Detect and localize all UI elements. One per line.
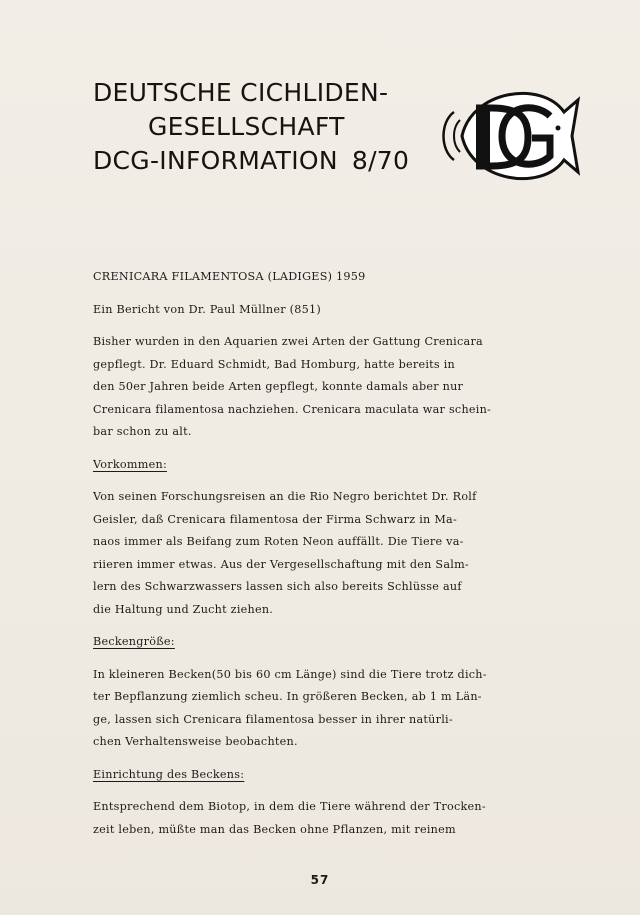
body-line: naos immer als Beifang zum Roten Neon auffällt. Die Tiere va- <box>93 535 464 548</box>
article-title: CRENICARA FILAMENTOSA (LADIGES) 1959 <box>93 270 366 283</box>
page-number: 57 <box>310 873 330 887</box>
body-line: den 50er Jahren beide Arten gepflegt, konnte damals aber nur <box>93 380 464 393</box>
body-line: ter Bepflanzung ziemlich scheu. In größeren Becken, ab 1 m Län- <box>93 690 482 703</box>
issue-number: 8/70 <box>351 146 410 175</box>
article-byline: Ein Bericht von Dr. Paul Müllner (851) <box>93 302 321 316</box>
header-line-2: GESELLSCHAFT <box>148 112 345 141</box>
body-line: ge, lassen sich Crenicara filamentosa besser in ihrer natürli- <box>93 712 453 726</box>
body-line: Bisher wurden in den Aquarien zwei Arten der Gattung Crenicara <box>93 335 483 348</box>
body-line: lern des Schwarzwassers lassen sich also bereits Schlüsse auf <box>93 580 462 593</box>
section-heading: Beckengröße: <box>93 635 175 648</box>
body-line: riieren immer etwas. Aus der Vergesellschaftung mit den Salm- <box>93 557 469 571</box>
body-line: Crenicara filamentosa nachziehen. Crenicara maculata war schein- <box>93 402 492 416</box>
body-line: Entsprechend dem Biotop, in dem die Tiere während der Trocken- <box>93 800 486 813</box>
section-heading: Einrichtung des Beckens: <box>93 767 245 781</box>
body-line: bar schon zu alt. <box>93 425 192 438</box>
body-line: chen Verhaltensweise beobachten. <box>93 735 298 748</box>
header-title: DCG-INFORMATION <box>93 146 338 175</box>
article-body <box>93 266 555 841</box>
fish-logo-icon <box>432 72 580 200</box>
header-line-3 <box>93 144 409 178</box>
body-line: Von seinen Forschungsreisen an die Rio Negro berichtet Dr. Rolf <box>93 490 477 503</box>
journal-header <box>93 76 409 178</box>
logo-letters: DCG <box>505 196 509 197</box>
body-line: die Haltung und Zucht ziehen. <box>93 602 274 616</box>
body-line: In kleineren Becken(50 bis 60 cm Länge) sind die Tiere trotz dich- <box>93 667 487 681</box>
body-line: zeit leben, müßte man das Becken ohne Pflanzen, mit reinem <box>93 822 456 836</box>
section-heading: Vorkommen: <box>93 457 167 471</box>
body-line: gepflegt. Dr. Eduard Schmidt, Bad Homburg, hatte bereits in <box>93 357 456 371</box>
body-line: Geisler, daß Crenicara filamentosa der Firma Schwarz in Ma- <box>93 512 457 526</box>
header-line-1: DEUTSCHE CICHLIDEN- <box>93 78 389 107</box>
